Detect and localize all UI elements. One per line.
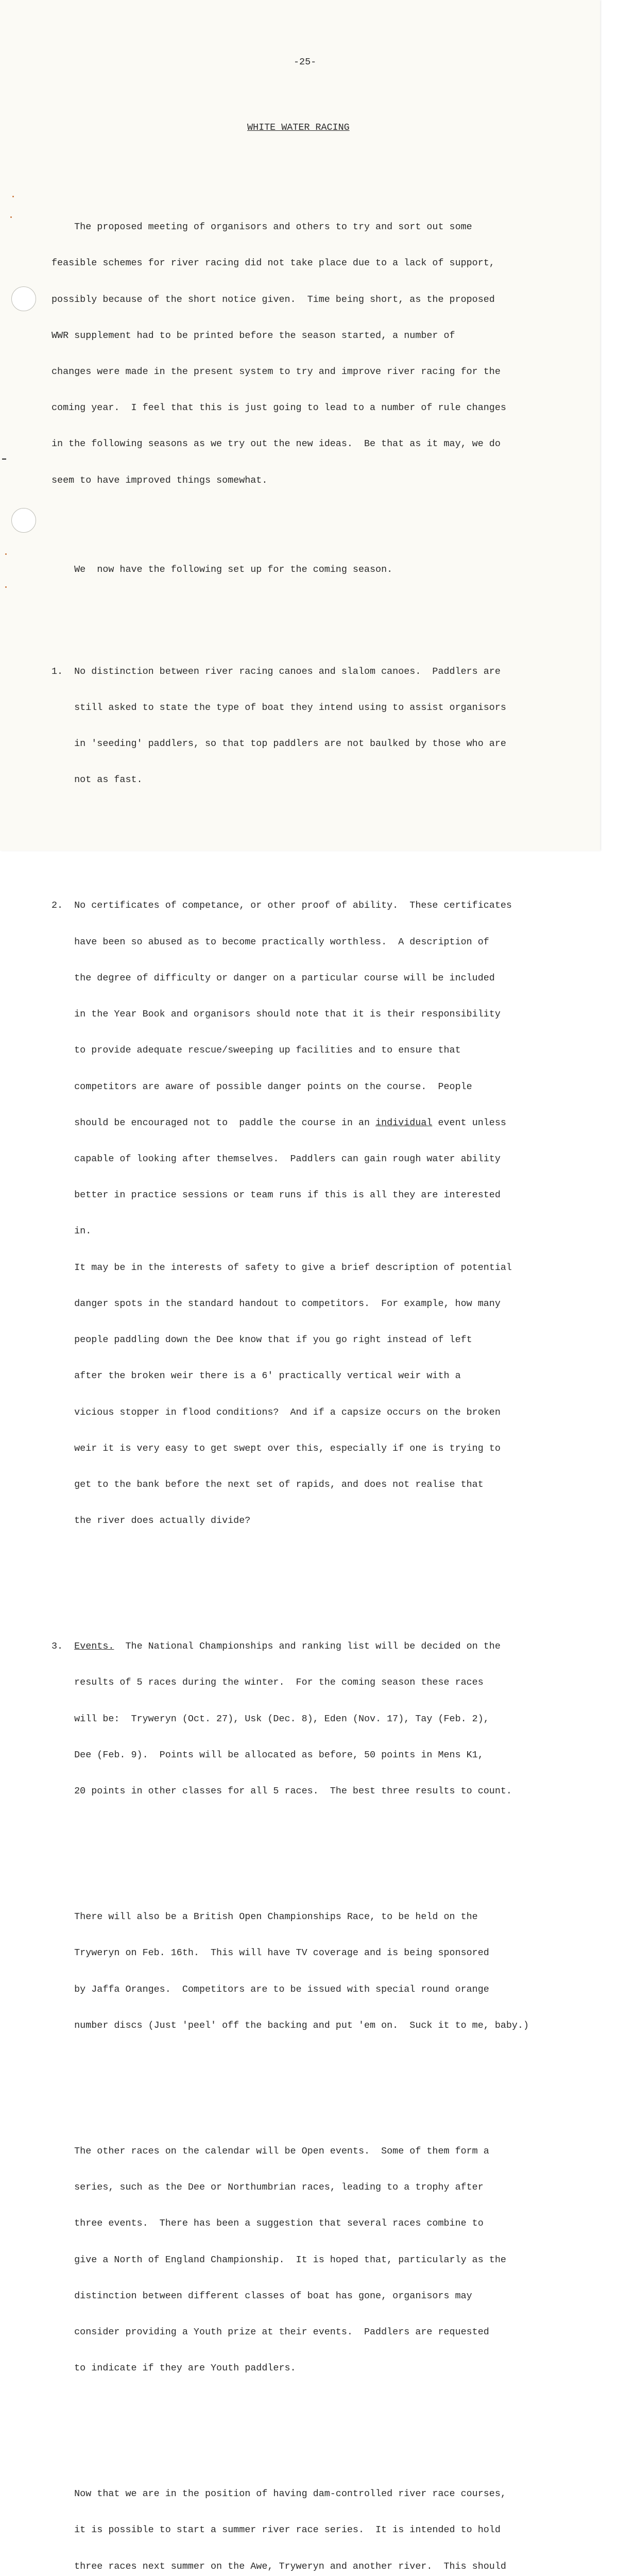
text-line: distinction between different classes of boat has gone, organisors may — [52, 2290, 472, 2301]
text-line: consider providing a Youth prize at their events. Paddlers are requested — [52, 2326, 489, 2337]
text-line: Tryweryn on Feb. 16th. This will have TV coverage and is being sponsored — [52, 1947, 489, 1959]
text-line: will be: Tryweryn (Oct. 27), Usk (Dec. 8), Eden (Nov. 17), Tay (Feb. 2), — [52, 1713, 489, 1724]
text-line: weir it is very easy to get swept over this, especially if one is trying to — [52, 1443, 501, 1454]
text-line: series, such as the Dee or Northumbrian races, leading to a trophy after — [52, 2182, 484, 2193]
text-line: three events. There has been a suggestion that several races combine to — [52, 2218, 484, 2229]
text-line: not as fast. — [52, 774, 143, 786]
punch-hole — [11, 508, 36, 533]
text-line: to indicate if they are Youth paddlers. — [52, 2363, 296, 2374]
text-line: 20 points in other classes for all 5 races. The best three results to count. — [52, 1786, 512, 1797]
other-races-paragraph — [52, 2121, 566, 2398]
text-line: still asked to state the type of boat they intend using to assist organisors — [52, 702, 506, 713]
text-line: to provide adequate rescue/sweeping up facilities and to ensure that — [52, 1045, 461, 1056]
punch-hole — [11, 286, 36, 311]
page-number: -25- — [294, 56, 317, 67]
text-span: event unless — [432, 1117, 506, 1128]
text-line: the degree of difficulty or danger on a particular course will be included — [52, 972, 495, 984]
text-line: competitors are aware of possible danger points on the course. People — [52, 1081, 472, 1092]
text-line: after the broken weir there is a 6' practically vertical weir with a — [52, 1370, 461, 1382]
text-span: should be encouraged not to paddle the course in an — [52, 1117, 376, 1128]
setup-line: We now have the following set up for the coming season. — [52, 564, 393, 575]
text-line: the river does actually divide? — [52, 1515, 251, 1527]
text-line: in. — [52, 1226, 92, 1237]
text-line: have been so abused as to become practically worthless. A description of — [52, 936, 489, 947]
text-line: better in practice sessions or team runs if this is all they are interested — [52, 1190, 501, 1201]
text-line: capable of looking after themselves. Paddlers can gain rough water ability — [52, 1153, 501, 1164]
list-item-1 — [52, 641, 566, 810]
text-line: in the Year Book and organisors should note that it is their responsibility — [52, 1009, 501, 1020]
text-line: The other races on the calendar will be Open events. Some of them form a — [52, 2145, 489, 2157]
text-line: Now that we are in the position of having dam-controlled river race courses, — [52, 2488, 506, 2500]
text-line: in 'seeding' paddlers, so that top paddlers are not baulked by those who are — [52, 738, 506, 750]
text-line: get to the bank before the next set of rapids, and does not realise that — [52, 1479, 484, 1490]
intro-paragraph — [52, 197, 566, 511]
list-item-2 — [52, 876, 566, 1551]
text-line: seem to have improved things somewhat. — [52, 474, 268, 486]
text-line: danger spots in the standard handout to competitors. For example, how many — [52, 1298, 501, 1309]
text-line: The proposed meeting of organisors and others to try and sort out some — [52, 222, 472, 233]
text-line: by Jaffa Oranges. Competitors are to be issued with special round orange — [52, 1984, 489, 1995]
text-line: vicious stopper in flood conditions? And if a capsize occurs on the broken — [52, 1406, 501, 1418]
summer-series-paragraph — [52, 2464, 566, 2576]
text-line: results of 5 races during the winter. For the coming season these races — [52, 1677, 484, 1688]
text-line: three races next summer on the Awe, Tryweryn and another river. This should — [52, 2561, 506, 2572]
text-line: coming year. I feel that this is just going to lead to a number of rule changes — [52, 402, 506, 414]
underlined-word: individual — [375, 1117, 433, 1128]
paper-mark — [2, 459, 6, 460]
text-line: WWR supplement had to be printed before the season started, a number of — [52, 330, 455, 341]
text-span: 3. — [52, 1641, 75, 1652]
document-text — [52, 32, 566, 2576]
text-line: changes were made in the present system to try and improve river racing for the — [52, 366, 501, 377]
text-line: 1. No distinction between river racing canoes and slalom canoes. Paddlers are — [52, 666, 501, 677]
open-championship-paragraph — [52, 1887, 566, 2056]
text-line: possibly because of the short notice given. Time being short, as the proposed — [52, 294, 495, 305]
paper-speck — [5, 586, 7, 588]
page-heading: WHITE WATER RACING — [247, 122, 350, 133]
text-line — [52, 1117, 566, 1129]
text-line — [52, 1640, 566, 1652]
list-item-3 — [52, 1616, 566, 1821]
text-line: It may be in the interests of safety to give a brief description of potential — [52, 1262, 512, 1273]
text-line: it is possible to start a summer river race series. It is intended to hold — [52, 2524, 501, 2536]
text-line: 2. No certificates of competance, or other proof of ability. These certificates — [52, 900, 512, 911]
text-line: There will also be a British Open Championships Race, to be held on the — [52, 1911, 478, 1923]
underlined-word: Events. — [74, 1641, 114, 1652]
text-line: number discs (Just 'peel' off the backing and put 'em on. Suck it to me, baby.) — [52, 2020, 529, 2031]
text-span: The National Championships and ranking list will be decided on the — [114, 1641, 501, 1652]
text-line: people paddling down the Dee know that if you go right instead of left — [52, 1334, 472, 1346]
paper-speck — [10, 216, 12, 218]
text-line: in the following seasons as we try out the new ideas. Be that as it may, we do — [52, 438, 501, 450]
text-line: feasible schemes for river racing did not take place due to a lack of support, — [52, 258, 495, 269]
paper-speck — [5, 553, 7, 555]
paper-speck — [12, 196, 14, 197]
text-line: Dee (Feb. 9). Points will be allocated as before, 50 points in Mens K1, — [52, 1749, 484, 1760]
text-line: give a North of England Championship. It is hoped that, particularly as the — [52, 2254, 506, 2265]
